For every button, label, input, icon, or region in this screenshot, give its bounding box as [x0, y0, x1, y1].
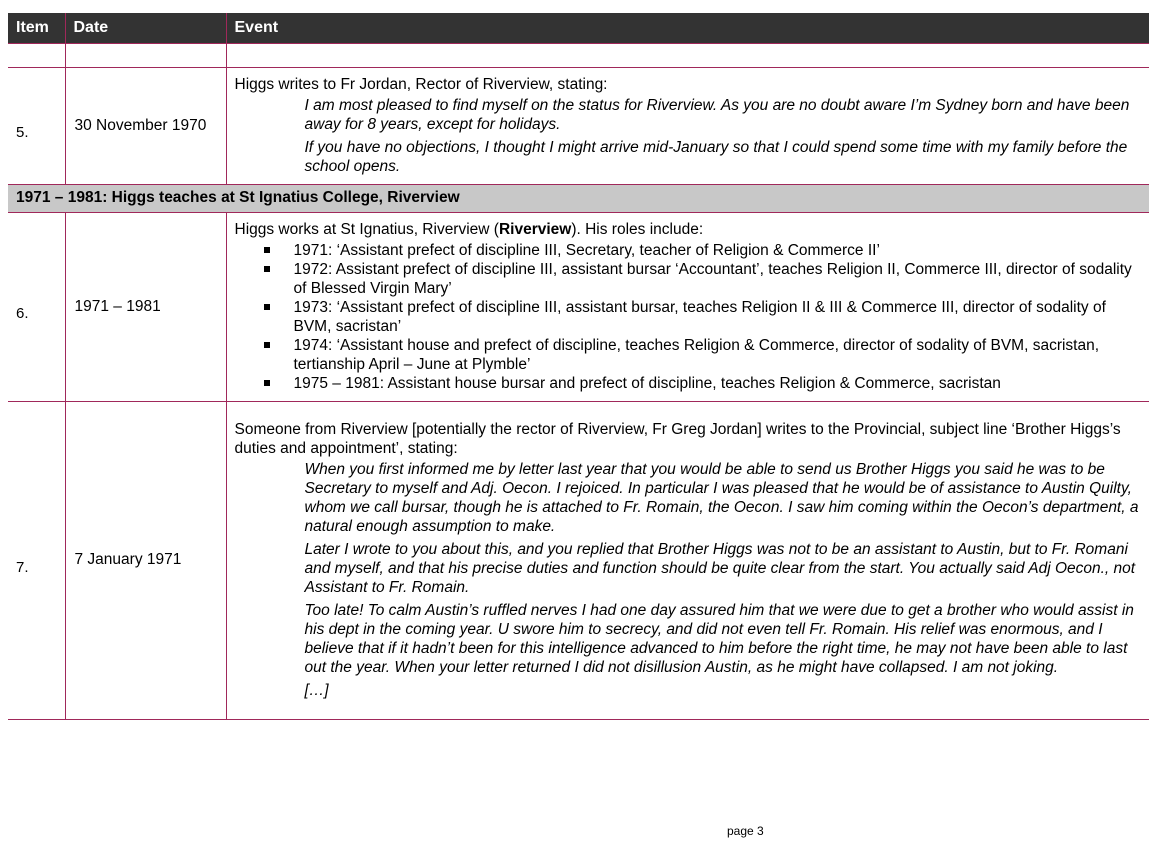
row7-date: 7 January 1971 [65, 401, 226, 719]
row6-intro-before: Higgs works at St Ignatius, Riverview ( [234, 221, 499, 238]
chronology-table [8, 13, 1149, 720]
spacer-event-cell [226, 43, 1149, 67]
row5-intro: Higgs writes to Fr Jordan, Rector of Riverview, stating: [234, 76, 608, 93]
header-event: Event [226, 13, 1149, 43]
list-item: 1975 – 1981: Assistant house bursar and prefect of discipline, teaches Religion & Commerce, sacristan [235, 374, 1140, 393]
row7-event [226, 401, 1149, 719]
row6-item: 6. [16, 305, 29, 322]
section-row [8, 184, 1149, 212]
row6-intro-bold: Riverview [498, 221, 572, 238]
table-header-row [8, 13, 1149, 43]
row7-quote-4: […] [304, 682, 329, 699]
table-row-spacer [8, 43, 1149, 67]
page-number: page 3 [727, 824, 764, 838]
list-item: 1971: ‘Assistant prefect of discipline III, Secretary, teacher of Religion & Commerce II’ [235, 241, 1140, 260]
row7-intro: Someone from Riverview [potentially the rector of Riverview, Fr Greg Jordan] writes to the Provincial, subject line ‘Brother Higgs’s duties and appointment’, stating: [234, 421, 1121, 457]
table-row-5 [8, 67, 1149, 184]
section-title: 1971 – 1981: Higgs teaches at St Ignatius College, Riverview [8, 184, 1149, 212]
list-item: 1973: ‘Assistant prefect of discipline III, assistant bursar, teaches Religion II & III & Commerce III, director of sodality of BVM, sacristan’ [235, 298, 1140, 336]
row6-intro [235, 220, 1140, 239]
row5-date: 30 November 1970 [65, 67, 226, 184]
header-item: Item [8, 13, 65, 43]
square-bullet-icon [264, 304, 270, 310]
header-date: Date [65, 13, 226, 43]
row5-event [226, 67, 1149, 184]
row5-quote-1: I am most pleased to find myself on the status for Riverview. As you are no doubt aware I’m Sydney born and have been away for 8 years, except for holidays. [304, 97, 1130, 133]
roles-list [235, 241, 1140, 393]
spacer-item-cell [8, 43, 65, 67]
row5-item: 5. [16, 124, 29, 141]
row7-quote-2: Later I wrote to you about this, and you replied that Brother Higgs was not to be an assistant to Austin, but to Fr. Romani and myself, and that his precise duties and function should be quite clear from the start. You actually said Adj Oecon., not Assistant to Fr. Romain. [304, 541, 1136, 596]
spacer-date-cell [65, 43, 226, 67]
row6-event [226, 212, 1149, 401]
square-bullet-icon [264, 342, 270, 348]
list-item: 1972: Assistant prefect of discipline III, assistant bursar ‘Accountant’, teaches Religion II, Commerce III, director of sodality of Blessed Virgin Mary’ [235, 260, 1140, 298]
row7-quote-block [235, 460, 1140, 700]
row7-quote-3: Too late! To calm Austin’s ruffled nerves I had one day assured him that we were due to get a brother who would assist in his dept in the coming year. U swore him to secrecy, and did not even tell Fr. Romain. His relief was enormous, and I believe that if it hadn’t been for this intelligence advanced to him before the right time, he may not have been able to last out the year. When your letter returned I did not disillusion Austin, as he might have collapsed. I am not joking. [304, 602, 1134, 676]
row7-item: 7. [16, 558, 29, 576]
list-item: 1974: ‘Assistant house and prefect of discipline, teaches Religion & Commerce, director of sodality of BVM, sacristan, tertianship April – June at Plymble’ [235, 336, 1140, 374]
square-bullet-icon [264, 247, 270, 253]
row5-quote-block [235, 96, 1140, 176]
row6-intro-after: ). His roles include: [571, 221, 704, 238]
table-row-6 [8, 212, 1149, 401]
row5-quote-2: If you have no objections, I thought I might arrive mid-January so that I could spend some time with my family before the school opens. [304, 139, 1128, 175]
row6-date: 1971 – 1981 [65, 212, 226, 401]
table-row-7 [8, 401, 1149, 719]
row7-quote-1: When you first informed me by letter last year that you would be able to send us Brother Higgs you said he was to be Secretary to myself and Adj. Oecon. I rejoiced. In particular I was pleased that he would be of assistance to Austin Quilty, whom we call bursar, though he is attached to Fr. Romain, the Oecon. I saw him coming within the Oecon’s department, a natural enough assumption to make. [304, 461, 1139, 535]
square-bullet-icon [264, 266, 270, 272]
square-bullet-icon [264, 380, 270, 386]
